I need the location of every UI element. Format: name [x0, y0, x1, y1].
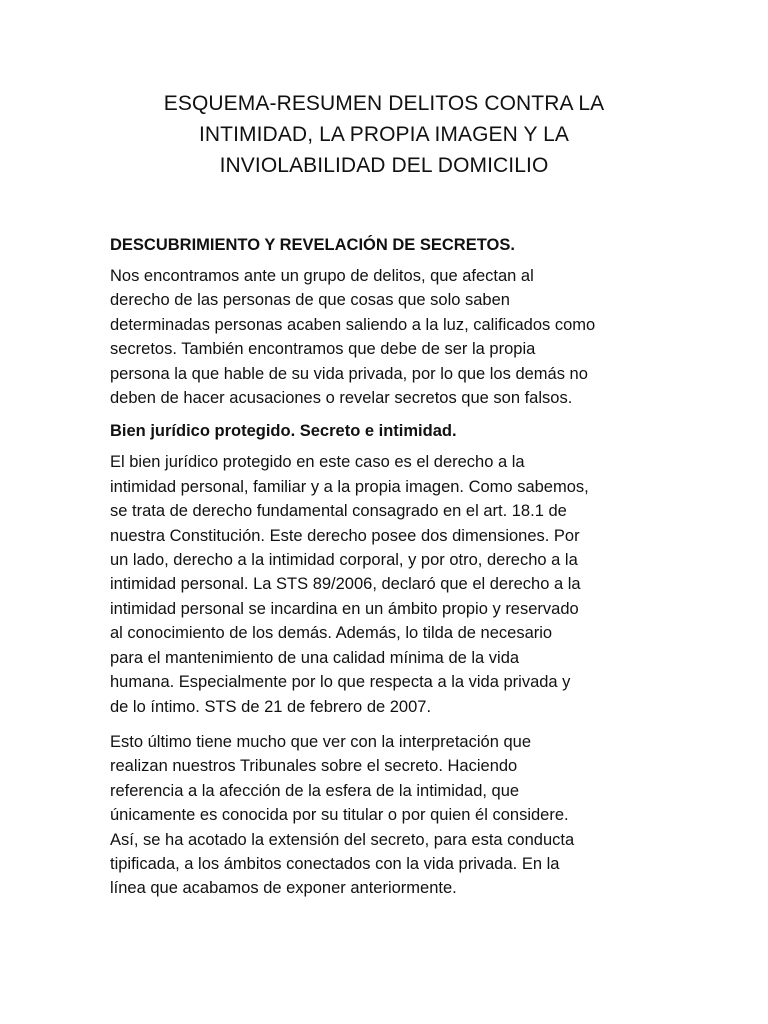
text-line: únicamente es conocida por su titular o por quien él considere. [110, 806, 569, 825]
section-heading-bien-juridico: Bien jurídico protegido. Secreto e intimidad. [110, 422, 457, 441]
text-line: Esto último tiene mucho que ver con la interpretación que [110, 732, 531, 751]
text-line: intimidad personal. La STS 89/2006, declaró que el derecho a la [110, 575, 581, 594]
title-line: ESQUEMA-RESUMEN DELITOS CONTRA LA [163, 92, 605, 115]
text-line: línea que acabamos de exponer anteriormente. [110, 879, 457, 898]
text-line: Así, se ha acotado la extensión del secreto, para esta conducta [110, 830, 575, 849]
paragraph-secreto [110, 730, 670, 901]
text-line: tipificada, a los ámbitos conectados con la vida privada. En la [110, 854, 560, 873]
text-line: para el mantenimiento de una calidad mínima de la vida [110, 648, 520, 667]
text-line: humana. Especialmente por lo que respecta a la vida privada y [110, 673, 571, 692]
text-line: un lado, derecho a la intimidad corporal, y por otro, derecho a la [110, 551, 578, 570]
text-line: Nos encontramos ante un grupo de delitos, que afectan al [110, 267, 534, 285]
document-body [110, 233, 670, 901]
text-line: determinadas personas acaben saliendo a la luz, calificados como [110, 315, 596, 334]
paragraph-intro [110, 264, 670, 410]
title-line: INVIOLABILIDAD DEL DOMICILIO [219, 154, 549, 177]
text-line: se trata de derecho fundamental consagrado en el art. 18.1 de [110, 502, 567, 521]
text-line: al conocimiento de los demás. Además, lo tilda de necesario [110, 624, 553, 643]
paragraph-bien-juridico [110, 450, 670, 718]
text-line: El bien jurídico protegido en este caso es el derecho a la [110, 453, 525, 472]
text-line: derecho de las personas de que cosas que solo saben [110, 291, 510, 310]
text-line: persona la que hable de su vida privada, por lo que los demás no [110, 364, 588, 383]
title-line: INTIMIDAD, LA PROPIA IMAGEN Y LA [198, 123, 570, 146]
text-line: realizan nuestros Tribunales sobre el secreto. Haciendo [110, 757, 518, 776]
text-line: nuestra Constitución. Este derecho posee dos dimensiones. Por [110, 526, 580, 545]
text-line: deben de hacer acusaciones o revelar secretos que son falsos. [110, 389, 573, 408]
text-line: intimidad personal se incardina en un ámbito propio y reservado [110, 599, 579, 618]
text-line: de lo íntimo. STS de 21 de febrero de 2007. [110, 697, 432, 716]
text-line: secretos. También encontramos que debe de ser la propia [110, 340, 536, 359]
text-line: referencia a la afección de la esfera de la intimidad, que [110, 781, 520, 800]
document-title [110, 88, 658, 181]
text-line: intimidad personal, familiar y a la propia imagen. Como sabemos, [110, 477, 589, 496]
section-heading-secretos: DESCUBRIMIENTO Y REVELACIÓN DE SECRETOS. [110, 236, 515, 254]
